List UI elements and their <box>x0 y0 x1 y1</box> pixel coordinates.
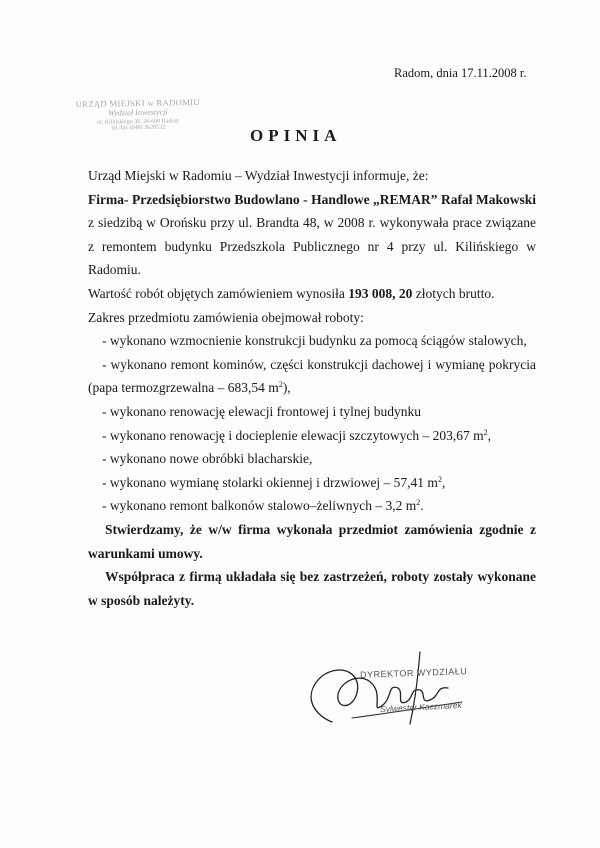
firm-paragraph <box>88 188 536 282</box>
stamp-line-office: URZĄD MIEJSKI w RADOMIU <box>75 96 200 110</box>
office-stamp <box>58 97 219 133</box>
signature-stamp-name: Sylwester Kaczmarek <box>379 699 462 715</box>
document-title: OPINIA <box>250 126 342 145</box>
list-item: - wykonano wzmocnienie konstrukcji budynku za pomocą ściągów stalowych, <box>102 333 527 349</box>
value-amount: 193 008, 20 <box>348 285 413 301</box>
value-prefix: Wartość robót objętych zamówieniem wynosiła <box>88 285 349 301</box>
value-paragraph <box>88 282 536 306</box>
list-item: - wykonano renowację i docieplenie elewacji szczytowych – 203,67 $m^2$, <box>102 427 491 443</box>
stamp-line-address: ul. Kilińskiego 30, 26-600 Radom <box>97 118 180 126</box>
document-body <box>88 164 536 612</box>
list-item: - wykonano remont balkonów stalowo–żeliwnych – 3,2 $m^2$. <box>102 498 424 514</box>
closing-statement: Stwierdzamy, że w/w firma wykonała przedmiot zamówienia zgodnie z warunkami umowy. <box>88 521 536 561</box>
list-item: - wykonano wymianę stolarki okiennej i drzwiowej – 57,41 $m^2$, <box>102 474 446 490</box>
firm-name: Firma- Przedsiębiorstwo Budowlano - Handlowe „REMAR” Rafał Makowski <box>88 191 536 207</box>
closing-cooperation: Współpraca z firmą układała się bez zastrzeżeń, roboty zostały wykonane w sposób należyty. <box>88 569 536 608</box>
handwritten-signature <box>292 644 482 734</box>
value-suffix: złotych brutto. <box>412 285 495 301</box>
firm-description: z siedzibą w Orońsku przy ul. Brandta 48, w 2008 r. wykonywała prace związane z remontem budynku Przedszkola Publicznego nr 4 przy ul. Kilińskiego w Radomiu. <box>88 215 536 278</box>
stamp-line-department: Wydział Inwestycji <box>108 107 168 118</box>
list-item: - wykonano nowe obróbki blacharskie, <box>102 451 313 467</box>
scope-intro: Zakres przedmiotu zamówienia obejmował roboty: <box>88 309 364 325</box>
stamp-line-phone: tel./fax (048) 3620532 <box>111 124 166 132</box>
signature-stamp-title: DYREKTOR WYDZIAŁU <box>359 666 468 680</box>
intro-paragraph: Urząd Miejski w Radomiu – Wydział Inwestycji informuje, że: <box>88 168 429 183</box>
list-item: - wykonano renowację elewacji frontowej i tylnej budynku <box>102 403 422 419</box>
document-date: Radom, dnia 17.11.2008 r. <box>394 66 527 80</box>
list-item: - wykonano remont kominów, części konstrukcji dachowej i wymianę pokrycia (papa termozgrzewalna – 683,54 $m^2$), <box>88 356 536 396</box>
